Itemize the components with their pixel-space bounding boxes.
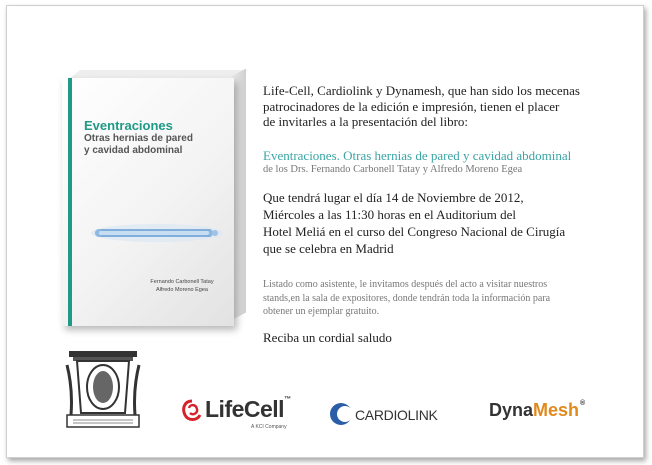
invitation-intro	[263, 83, 633, 130]
note-line: obtener un ejemplar gratuito.	[263, 306, 380, 317]
invitation-card	[6, 5, 644, 458]
event-line: Que tendrá lugar el día 14 de Noviembre de 2012,	[263, 190, 524, 205]
dynamesh-part2: Mesh	[533, 400, 580, 420]
intro-line: patrocinadores de la edición e impresión, tienen el placer	[263, 98, 560, 114]
book-front	[62, 78, 234, 326]
intro-line: Life-Cell, Cardiolink y Dynamesh, que han sido los mecenas	[263, 83, 580, 98]
dynamesh-part1: Dyna	[489, 400, 534, 420]
book-authors-text: de los Drs. Fernando Carbonell Tatay y Alfredo Moreno Egea	[263, 164, 523, 175]
cardiolink-wordmark: CARDIOLINK	[355, 407, 438, 423]
book-cover-subtitle	[84, 133, 229, 157]
book-stripe	[68, 78, 72, 326]
note-line: stands,en la sala de expositores, donde tendrán toda la información para	[263, 292, 551, 304]
lifecell-tm: ™	[284, 396, 291, 403]
lifecell-logo	[179, 396, 294, 436]
event-line: Hotel Meliá en el curso del Congreso Nacional de Cirugía	[263, 224, 566, 239]
surgical-mesh-icon	[87, 218, 227, 248]
book-subtitle-line: y cavidad abdominal	[84, 145, 183, 156]
event-details	[263, 189, 633, 257]
book-title-text: Eventraciones. Otras hernias de pared y cavidad abdominal	[263, 148, 572, 163]
cardiolink-logo	[329, 401, 444, 429]
book-spine	[232, 69, 246, 320]
book-author: Alfredo Moreno Egea	[156, 287, 208, 293]
book-cover-title: Eventraciones	[84, 118, 173, 133]
lifecell-swirl-icon	[181, 399, 203, 423]
book-cover-image	[62, 70, 247, 326]
event-line: que se celebra en Madrid	[263, 241, 394, 256]
cardiolink-crescent-icon	[329, 402, 353, 426]
dynamesh-reg: ®	[580, 400, 586, 407]
book-subtitle-line: Otras hernias de pared	[84, 133, 193, 144]
book-cover-authors	[132, 278, 232, 294]
note-line: Listado como asistente, le invitamos después del acto a visitar nuestros	[263, 279, 548, 290]
lifecell-tagline: A KCI Company	[251, 424, 287, 430]
intro-line: de invitarles a la presentación del libro:	[263, 114, 469, 129]
lifecell-name: LifeCell	[205, 396, 285, 422]
lifecell-wordmark	[205, 396, 291, 423]
attendee-note	[263, 278, 628, 319]
event-line: Miércoles a las 11:30 horas en el Auditorium del	[263, 207, 516, 222]
book-author: Fernando Carbonell Tatay	[150, 279, 214, 285]
dynamesh-logo	[489, 400, 585, 421]
society-seal-icon	[63, 349, 143, 431]
closing-greeting: Reciba un cordial saludo	[263, 330, 392, 345]
